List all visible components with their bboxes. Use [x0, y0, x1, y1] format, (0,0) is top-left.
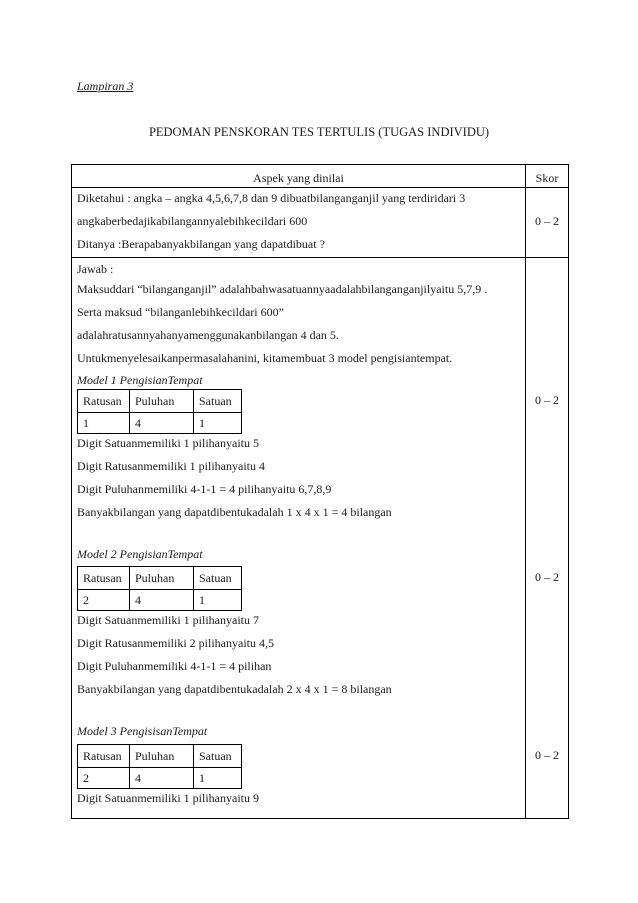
- model-2-place-value-table: [77, 566, 242, 611]
- question-line: Ditanya :Berapabanyakbilangan yang dapatdibuat ?: [77, 237, 325, 251]
- answer-line: Untukmenyelesaikanpermasalahanini, kitamembuat 3 model pengisiantempat.: [77, 351, 453, 365]
- appendix-label: Lampiran 3: [77, 79, 134, 93]
- cell-header: Ratusan: [83, 749, 122, 763]
- model-1-score: 0 – 2: [535, 393, 559, 407]
- question-score: 0 – 2: [535, 214, 559, 228]
- model-1-line: Digit Satuanmemiliki 1 pilihanyaitu 5: [77, 436, 259, 450]
- cell-value: 4: [135, 593, 141, 607]
- scoring-table: [71, 164, 569, 819]
- model-3-title: Model 3 PengisisanTempat: [77, 724, 208, 738]
- cell-header: Puluhan: [135, 749, 175, 763]
- cell-value: 2: [83, 593, 89, 607]
- question-line: Diketahui : angka – angka 4,5,6,7,8 dan 9 dibuatbilanganganjil yang terdiridari 3: [77, 191, 466, 205]
- cell-header: Puluhan: [135, 394, 175, 408]
- model-2-line: Digit Puluhanmemiliki 4-1-1 = 4 pilihan: [77, 659, 272, 673]
- cell-value: 1: [199, 771, 205, 785]
- question-line: angkaberbedajikabilangannyalebihkecildari 600: [77, 214, 308, 228]
- document-title: PEDOMAN PENSKORAN TES TERTULIS (TUGAS INDIVIDU): [148, 125, 490, 139]
- cell-header: Satuan: [199, 394, 232, 408]
- cell-value: 1: [199, 593, 205, 607]
- cell-value: 1: [83, 416, 89, 430]
- model-3-place-value-table: [77, 744, 242, 789]
- model-1-line: Banyakbilangan yang dapatdibentukadalah 1 x 4 x 1 = 4 bilangan: [77, 505, 392, 519]
- model-1-line: Digit Ratusanmemiliki 1 pilihanyaitu 4: [77, 459, 265, 473]
- header-score: Skor: [535, 171, 559, 185]
- answer-line: adalahratusannyahanyamenggunakanbilangan 4 dan 5.: [77, 328, 339, 342]
- column-divider: [525, 165, 526, 818]
- model-2-line: Digit Satuanmemiliki 1 pilihanyaitu 7: [77, 613, 259, 627]
- cell-header: Puluhan: [135, 571, 175, 585]
- model-3-line: Digit Satuanmemiliki 1 pilihanyaitu 9: [77, 791, 259, 805]
- model-2-score: 0 – 2: [535, 570, 559, 584]
- model-2-line: Digit Ratusanmemiliki 2 pilihanyaitu 4,5: [77, 636, 274, 650]
- model-1-line: Digit Puluhanmemiliki 4-1-1 = 4 pilihanyaitu 6,7,8,9: [77, 482, 332, 496]
- answer-line: Serta maksud “bilanganlebihkecildari 600”: [77, 305, 284, 319]
- model-1-title: Model 1 PengisianTempat: [77, 373, 203, 387]
- cell-value: 4: [135, 771, 141, 785]
- answer-line: Maksuddari “bilanganganjil” adalahbahwasatuannyaadalahbilanganganjilyaitu 5,7,9 .: [77, 282, 488, 296]
- cell-value: 2: [83, 771, 89, 785]
- model-3-score: 0 – 2: [535, 748, 559, 762]
- cell-value: 4: [135, 416, 141, 430]
- header-divider: [72, 187, 568, 188]
- model-2-title: Model 2 PengisianTempat: [77, 547, 203, 561]
- model-2-line: Banyakbilangan yang dapatdibentukadalah 2 x 4 x 1 = 8 bilangan: [77, 682, 392, 696]
- cell-header: Satuan: [199, 571, 232, 585]
- row-divider: [72, 257, 568, 258]
- cell-header: Ratusan: [83, 394, 122, 408]
- cell-header: Ratusan: [83, 571, 122, 585]
- model-1-place-value-table: [77, 389, 242, 434]
- header-aspect: Aspek yang dinilai: [253, 171, 344, 185]
- answer-line: Jawab :: [77, 262, 114, 276]
- cell-header: Satuan: [199, 749, 232, 763]
- cell-value: 1: [199, 416, 205, 430]
